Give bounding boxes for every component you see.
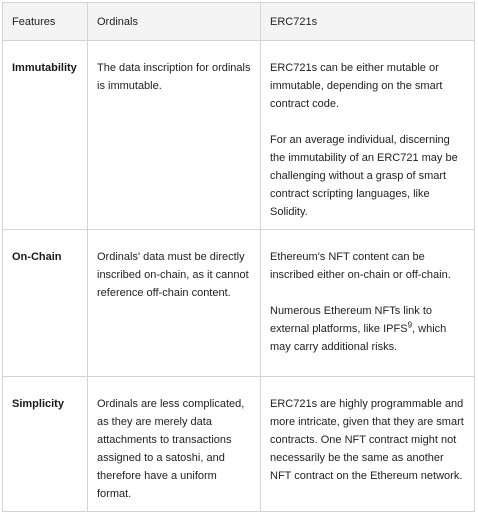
erc721-paragraph: Ethereum's NFT content can be inscribed either on-chain or off-chain. bbox=[270, 251, 451, 281]
erc721-paragraph: For an average individual, discerning the immutability of an ERC721 may be challenging without a grasp of smart contract scripting languages, like Solidity. bbox=[270, 134, 458, 218]
comparison-table bbox=[2, 2, 475, 512]
footnote-ref[interactable]: 9 bbox=[407, 320, 413, 330]
table-header-row bbox=[3, 3, 475, 41]
feature-cell: Immutability bbox=[3, 41, 88, 230]
feature-cell: Simplicity bbox=[3, 377, 88, 512]
header-ordinals: Ordinals bbox=[88, 3, 261, 41]
table-row bbox=[3, 41, 475, 230]
erc721-cell bbox=[261, 377, 475, 512]
erc721-note-text: Numerous Ethereum NFTs link to external platforms, like IPFS bbox=[270, 305, 432, 335]
erc721-note-text: , which may carry additional risks. bbox=[270, 323, 447, 353]
table-row bbox=[3, 230, 475, 377]
erc721-paragraph bbox=[270, 302, 465, 356]
feature-cell: On-Chain bbox=[3, 230, 88, 377]
erc721-paragraph: ERC721s are highly programmable and more intricate, given that they are smart contracts. One NFT contract might not necessarily be the same as another NFT contract on the Ethereum network. bbox=[270, 398, 464, 482]
header-features: Features bbox=[3, 3, 88, 41]
ordinals-cell: Ordinals are less complicated, as they are merely data attachments to transactions assigned to a satoshi, and therefore have a uniform format. bbox=[88, 377, 261, 512]
ordinals-cell: Ordinals' data must be directly inscribed on-chain, as it cannot reference off-chain content. bbox=[88, 230, 261, 377]
erc721-paragraph: ERC721s can be either mutable or immutable, depending on the smart contract code. bbox=[270, 62, 443, 110]
ordinals-cell: The data inscription for ordinals is immutable. bbox=[88, 41, 261, 230]
header-erc721s: ERC721s bbox=[261, 3, 475, 41]
erc721-cell bbox=[261, 41, 475, 230]
erc721-cell bbox=[261, 230, 475, 377]
table-row bbox=[3, 377, 475, 512]
